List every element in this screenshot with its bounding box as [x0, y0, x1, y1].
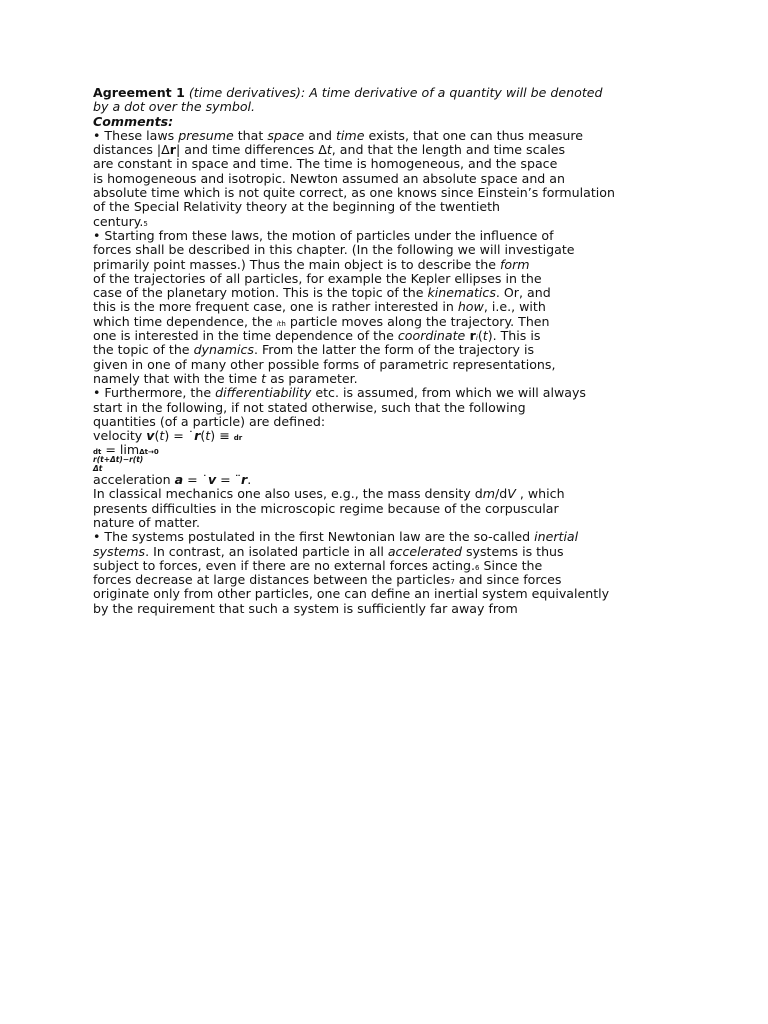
fraction-numerator: r(t+Δt)−r(t): [93, 455, 144, 465]
footnote-ref-6: 6: [474, 563, 480, 572]
footnote-ref-5: 5: [143, 219, 148, 228]
paragraph-4-line-6: by the requirement that such a system is sufficiently far away from: [93, 600, 518, 616]
agreement-title-cont: by a dot over the symbol.: [93, 99, 256, 115]
velocity-equation: velocity v(t) = ˙r(t) ≡ dr: [93, 428, 243, 444]
paragraph-4-line-2: systems. In contrast, an isolated particle in all accelerated systems is thus: [93, 543, 564, 559]
paragraph-1-line-7: century.5: [93, 213, 148, 229]
paragraph-2-line-3: primarily point masses.) Thus the main object is to describe the form: [93, 256, 530, 272]
fraction-denominator: Δt: [93, 463, 103, 473]
paragraph-2-line-1: • Starting from these laws, the motion of particles under the influence of: [93, 227, 554, 243]
paragraph-2-line-2: forces shall be described in this chapter. (In the following we will investigate: [93, 242, 575, 258]
paragraph-3-line-6: nature of matter.: [93, 514, 201, 530]
footnote-ref-7: 7: [450, 578, 455, 587]
paragraph-2-line-4: of the trajectories of all particles, for example the Kepler ellipses in the: [93, 270, 542, 286]
paragraph-4-line-1: • The systems postulated in the first Newtonian law are the so-called inertial: [93, 529, 579, 545]
paragraph-2-line-11: namely that with the time t as parameter.: [93, 370, 358, 386]
agreement-label: Agreement 1: [93, 85, 185, 100]
paragraph-2-line-6: this is the more frequent case, one is rather interested in how, i.e., with: [93, 299, 546, 315]
paragraph-3-line-1: • Furthermore, the differentiability etc. is assumed, from which we will always: [93, 385, 586, 401]
document-page: [93, 86, 733, 616]
paragraph-2-line-7: which time dependence, the ith particle moves along the trajectory. Then: [93, 313, 550, 329]
paragraph-1-line-3: are constant in space and time. The time is homogeneous, and the space: [93, 156, 558, 172]
paragraph-1-line-1: • These laws presume that space and time exists, that one can thus measure: [93, 127, 584, 143]
paragraph-1-line-6: of the Special Relativity theory at the beginning of the twentieth: [93, 199, 501, 215]
acceleration-equation: acceleration a = ˙v = ¨r.: [93, 472, 252, 488]
paragraph-2-line-10: given in one of many other possible forms of parametric representations,: [93, 356, 556, 372]
paragraph-1-line-4: is homogeneous and isotropic. Newton assumed an absolute space and an: [93, 170, 566, 186]
paragraph-3-line-4: In classical mechanics one also uses, e.g., the mass density dm/dV , which: [93, 486, 565, 502]
paragraph-3-line-2: start in the following, if not stated otherwise, such that the following: [93, 399, 526, 415]
comments-heading: Comments:: [93, 113, 174, 129]
paragraph-2-line-9: the topic of the dynamics. From the latter the form of the trajectory is: [93, 342, 535, 358]
paragraph-3-line-3: quantities (of a particle) are defined:: [93, 413, 326, 429]
agreement-line: [93, 86, 733, 100]
paragraph-3-line-5: presents difficulties in the microscopic regime because of the corpuscular: [93, 500, 559, 516]
limit-equation: dt = limΔt→0: [93, 442, 159, 458]
paragraph-1-line-2: distances |Δr| and time differences Δt, and that the length and time scales: [93, 142, 566, 158]
paragraph-4-line-3: subject to forces, even if there are no external forces acting.6 Since the: [93, 557, 543, 573]
paragraph-1-line-5: absolute time which is not quite correct, as one knows since Einstein’s formulation: [93, 185, 615, 201]
agreement-line-2: [93, 100, 733, 114]
paragraph-4-line-4: forces decrease at large distances between the particles7 and since forces: [93, 572, 562, 588]
paragraph-4-line-5: originate only from other particles, one can define an inertial system equivalently: [93, 586, 610, 602]
agreement-title: (time derivatives): A time derivative of a quantity will be denoted: [188, 85, 603, 100]
paragraph-2-line-8: one is interested in the time dependence of the coordinate ri(t). This is: [93, 328, 541, 344]
paragraph-2-line-5: case of the planetary motion. This is the topic of the kinematics. Or, and: [93, 285, 551, 301]
